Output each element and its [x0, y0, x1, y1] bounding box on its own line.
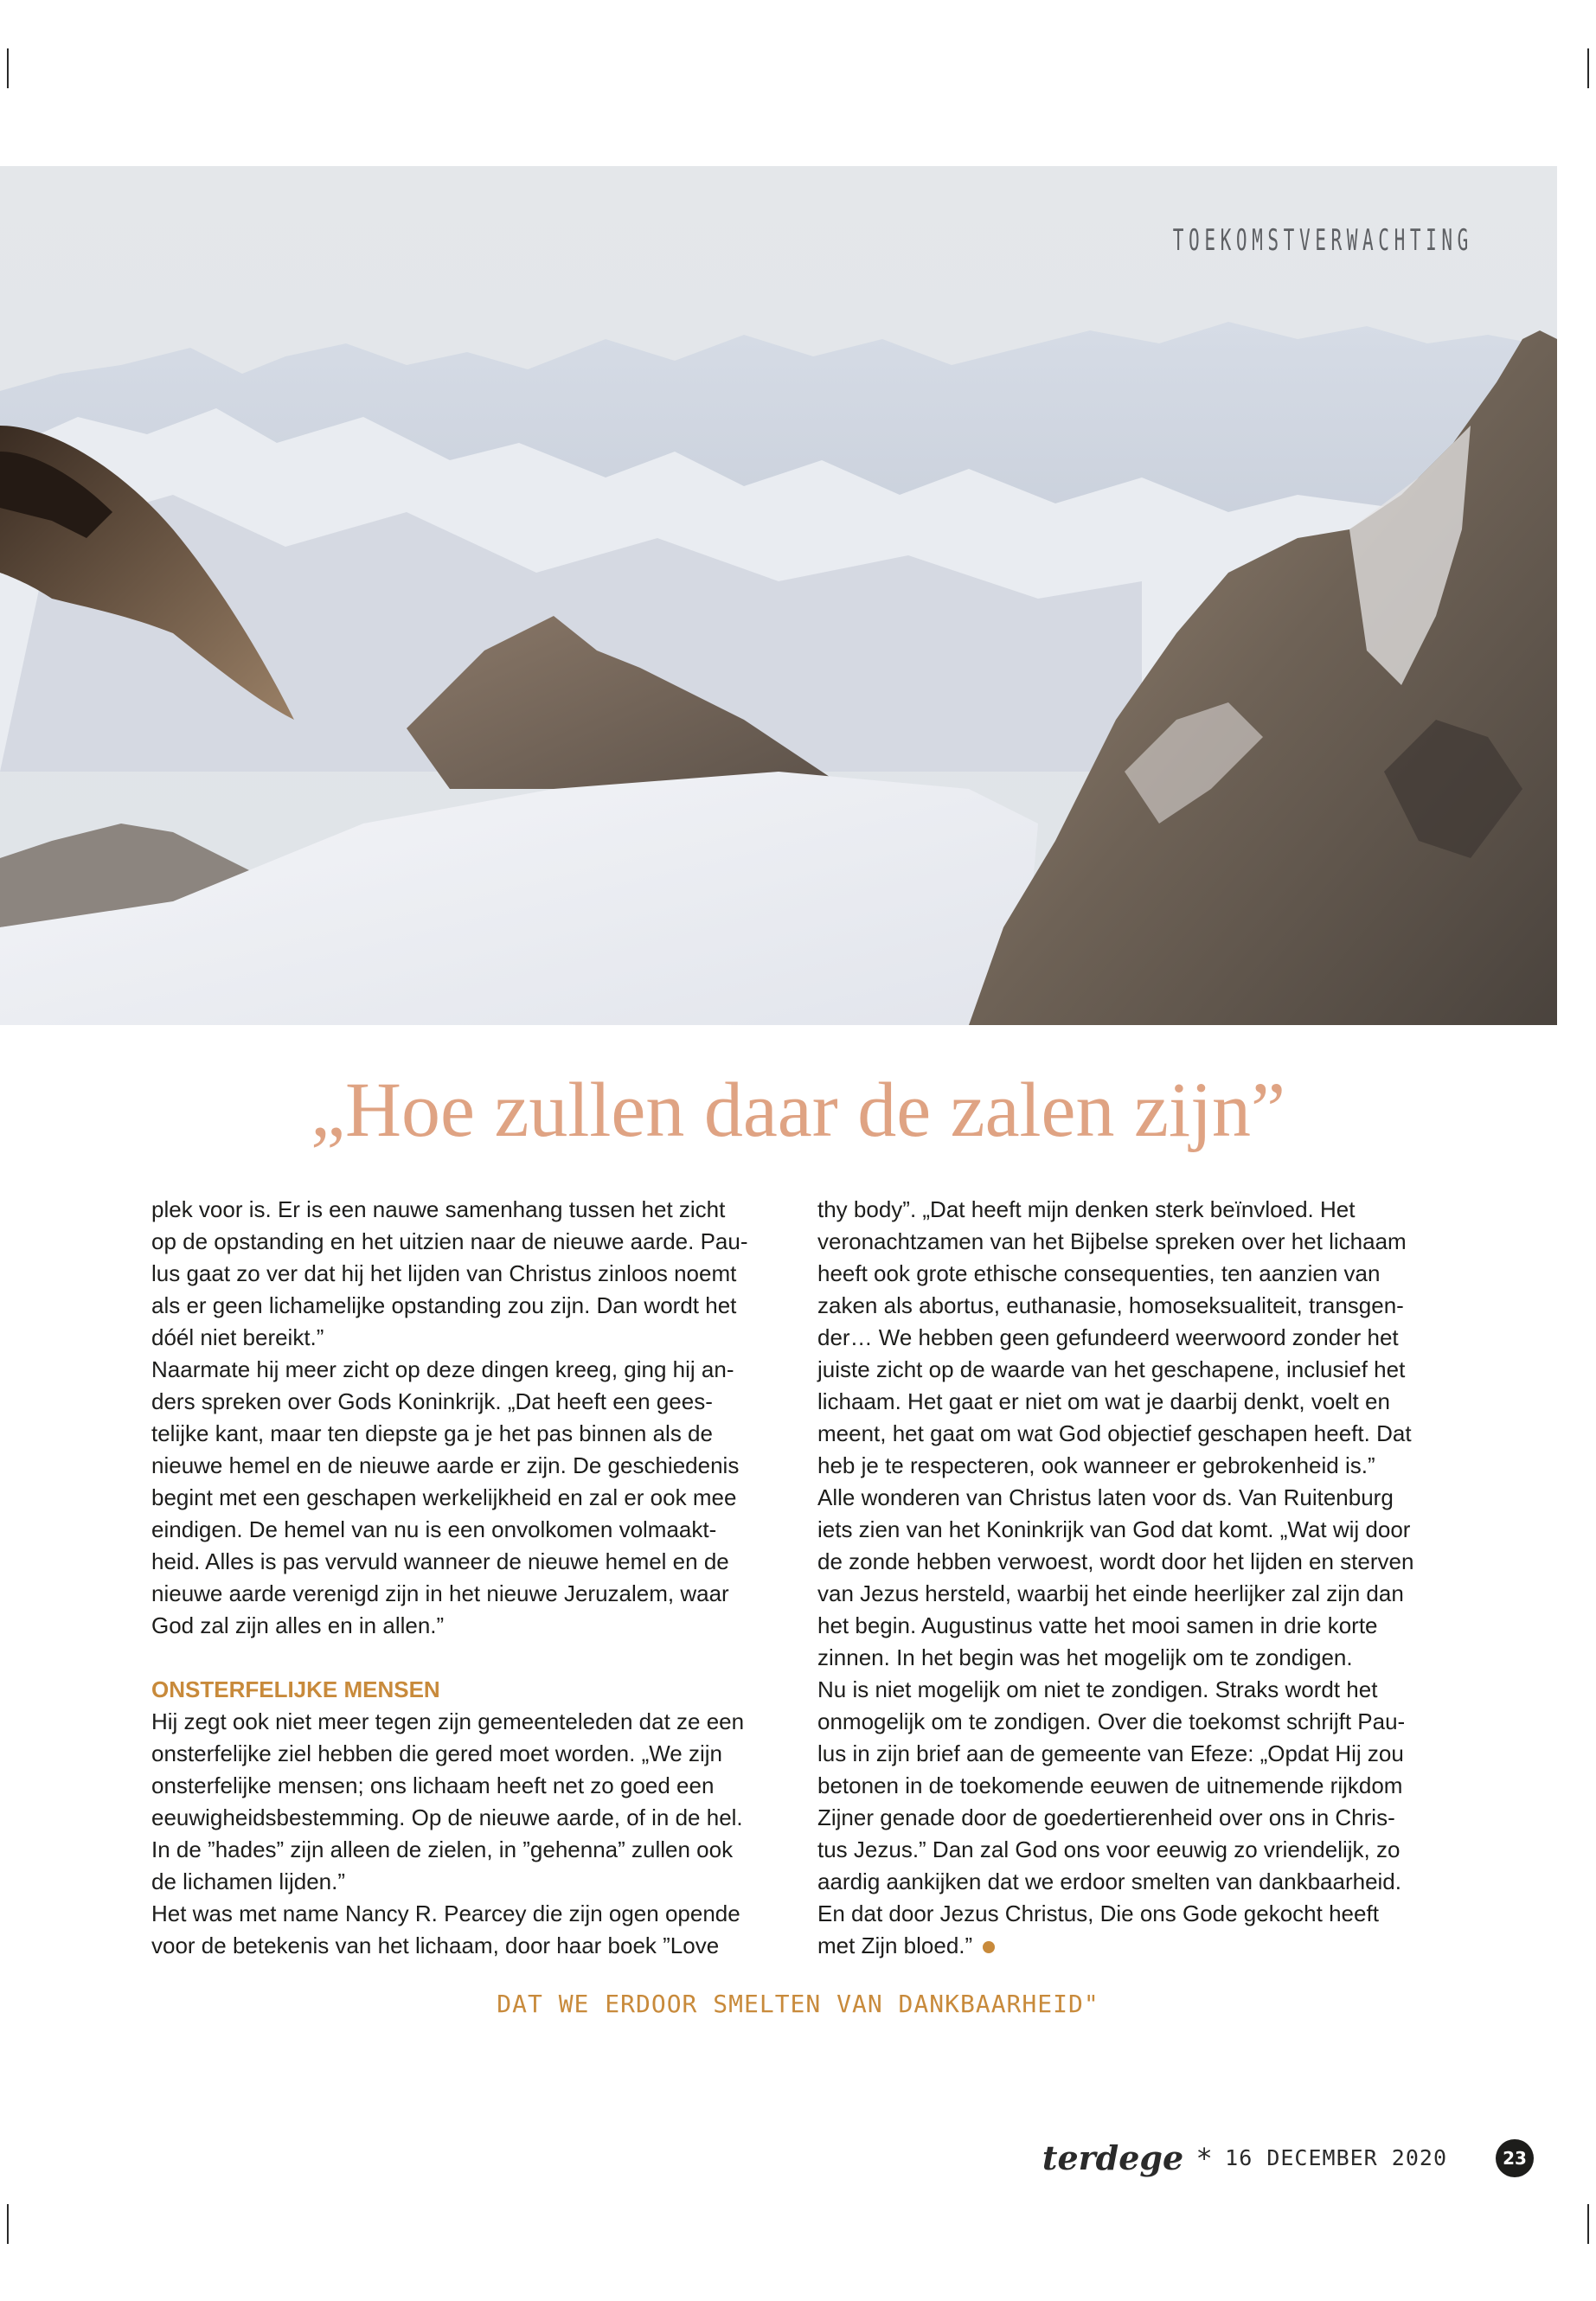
crop-mark-top-left — [7, 48, 9, 88]
body-line: dóél niet bereikt.” — [151, 1324, 324, 1350]
body-line: Zijner genade door de goedertierenheid over ons in Chris- — [817, 1804, 1395, 1830]
body-line: heb je te respecteren, ook wanneer er gebrokenheid is.” — [817, 1452, 1375, 1478]
body-line: En dat door Jezus Christus, Die ons Gode gekocht heeft — [817, 1900, 1379, 1926]
body-line: juiste zicht op de waarde van het geschapene, inclusief het — [817, 1356, 1406, 1382]
body-line: zinnen. In het begin was het mogelijk om te zondigen. — [817, 1644, 1353, 1670]
body-line: eindigen. De hemel van nu is een onvolkomen volmaakt- — [151, 1516, 717, 1542]
body-line: der… We hebben geen gefundeerd weerwoord zonder het — [817, 1324, 1399, 1350]
article-headline: „Hoe zullen daar de zalen zijn” — [311, 1067, 1285, 1153]
body-line: begint met een geschapen werkelijkheid en zal er ook mee — [151, 1484, 737, 1510]
crop-mark-bottom-left — [7, 2204, 9, 2244]
hero-photo — [0, 166, 1557, 1025]
body-line: nieuwe hemel en de nieuwe aarde er zijn. De geschiedenis — [151, 1452, 740, 1478]
body-line: onsterfelijke ziel hebben die gered moet worden. „We zijn — [151, 1740, 722, 1766]
body-line: meent, het gaat om wat God objectief geschapen heeft. Dat — [817, 1420, 1412, 1446]
body-line: Nu is niet mogelijk om niet te zondigen. Straks wordt het — [817, 1676, 1378, 1702]
body-line: lichaam. Het gaat er niet om wat je daarbij denkt, voelt en — [817, 1388, 1390, 1414]
body-line: het begin. Augustinus vatte het mooi samen in drie korte — [817, 1612, 1378, 1638]
end-mark-dot — [983, 1941, 995, 1953]
body-line: Alle wonderen van Christus laten voor ds. Van Ruitenburg — [817, 1484, 1394, 1510]
body-line: voor de betekenis van het lichaam, door haar boek ”Love — [151, 1932, 720, 1958]
body-line: onsterfelijke mensen; ons lichaam heeft net zo goed een — [151, 1772, 715, 1798]
body-line: Naarmate hij meer zicht op deze dingen kreeg, ging hij an- — [151, 1356, 734, 1382]
body-line: Het was met name Nancy R. Pearcey die zijn ogen opende — [151, 1900, 740, 1926]
body-line: betonen in de toekomende eeuwen de uitnemende rijkdom — [817, 1772, 1403, 1798]
body-line: nieuwe aarde verenigd zijn in het nieuwe Jeruzalem, waar — [151, 1580, 729, 1606]
body-line: van Jezus hersteld, waarbij het einde heerlijker zal zijn dan — [817, 1580, 1404, 1606]
body-line: Hij zegt ook niet meer tegen zijn gemeenteleden dat ze een — [151, 1708, 745, 1734]
separator-star: * — [1197, 2141, 1212, 2175]
body-line: iets zien van het Koninkrijk van God dat komt. „Wat wij door — [817, 1516, 1411, 1542]
pull-quote: DAT WE ERDOOR SMELTEN VAN DANKBAARHEID" — [497, 1990, 1099, 2018]
crop-mark-top-right — [1587, 48, 1589, 88]
body-line-text: met Zijn bloed.” — [817, 1932, 973, 1958]
body-line: ders spreken over Gods Koninkrijk. „Dat heeft een gees- — [151, 1388, 713, 1414]
body-line: veronachtzamen van het Bijbelse spreken over het lichaam — [817, 1228, 1407, 1254]
crop-mark-bottom-right — [1587, 2204, 1589, 2244]
body-line: plek voor is. Er is een nauwe samenhang tussen het zicht — [151, 1196, 726, 1222]
body-line: In de ”hades” zijn alleen de zielen, in ”gehenna” zullen ook — [151, 1836, 734, 1862]
body-line: als er geen lichamelijke opstanding zou zijn. Dan wordt het — [151, 1292, 737, 1318]
body-line: telijke kant, maar ten diepste ga je het pas binnen als de — [151, 1420, 713, 1446]
body-line: zaken als abortus, euthanasie, homoseksualiteit, transgen- — [817, 1292, 1404, 1318]
article-column-right — [817, 1194, 1456, 1962]
body-line: de zonde hebben verwoest, wordt door het lijden en sterven — [817, 1548, 1414, 1574]
page-footer — [1042, 2138, 1534, 2177]
section-subheading: ONSTERFELIJKE MENSEN — [151, 1676, 440, 1702]
page-number-badge: 23 — [1496, 2139, 1534, 2177]
body-line: onmogelijk om te zondigen. Over die toekomst schrijft Pau- — [817, 1708, 1406, 1734]
magazine-logo: terdege — [1042, 2138, 1184, 2177]
body-line: God zal zijn alles en in allen.” — [151, 1612, 445, 1638]
body-line: heeft ook grote ethische consequenties, ten aanzien van — [817, 1260, 1381, 1286]
body-line: heid. Alles is pas vervuld wanneer de nieuwe hemel en de — [151, 1548, 729, 1574]
body-line: eeuwigheidsbestemming. Op de nieuwe aarde, of in de hel. — [151, 1804, 743, 1830]
body-line: op de opstanding en het uitzien naar de nieuwe aarde. Pau- — [151, 1228, 748, 1254]
body-line: lus in zijn brief aan de gemeente van Efeze: „Opdat Hij zou — [817, 1740, 1404, 1766]
body-line: thy body”. „Dat heeft mijn denken sterk beïnvloed. Het — [817, 1196, 1356, 1222]
body-line: tus Jezus.” Dan zal God ons voor eeuwig zo vriendelijk, zo — [817, 1836, 1401, 1862]
issue-date: 16 DECEMBER 2020 — [1225, 2145, 1447, 2170]
body-line: de lichamen lijden.” — [151, 1868, 346, 1894]
body-line-last — [817, 1930, 1456, 1962]
body-line: lus gaat zo ver dat hij het lijden van Christus zinloos noemt — [151, 1260, 737, 1286]
section-kicker: TOEKOMSTVERWACHTING — [1172, 223, 1473, 258]
article-column-left — [151, 1194, 790, 1962]
body-line: aardig aankijken dat we erdoor smelten van dankbaarheid. — [817, 1868, 1401, 1894]
